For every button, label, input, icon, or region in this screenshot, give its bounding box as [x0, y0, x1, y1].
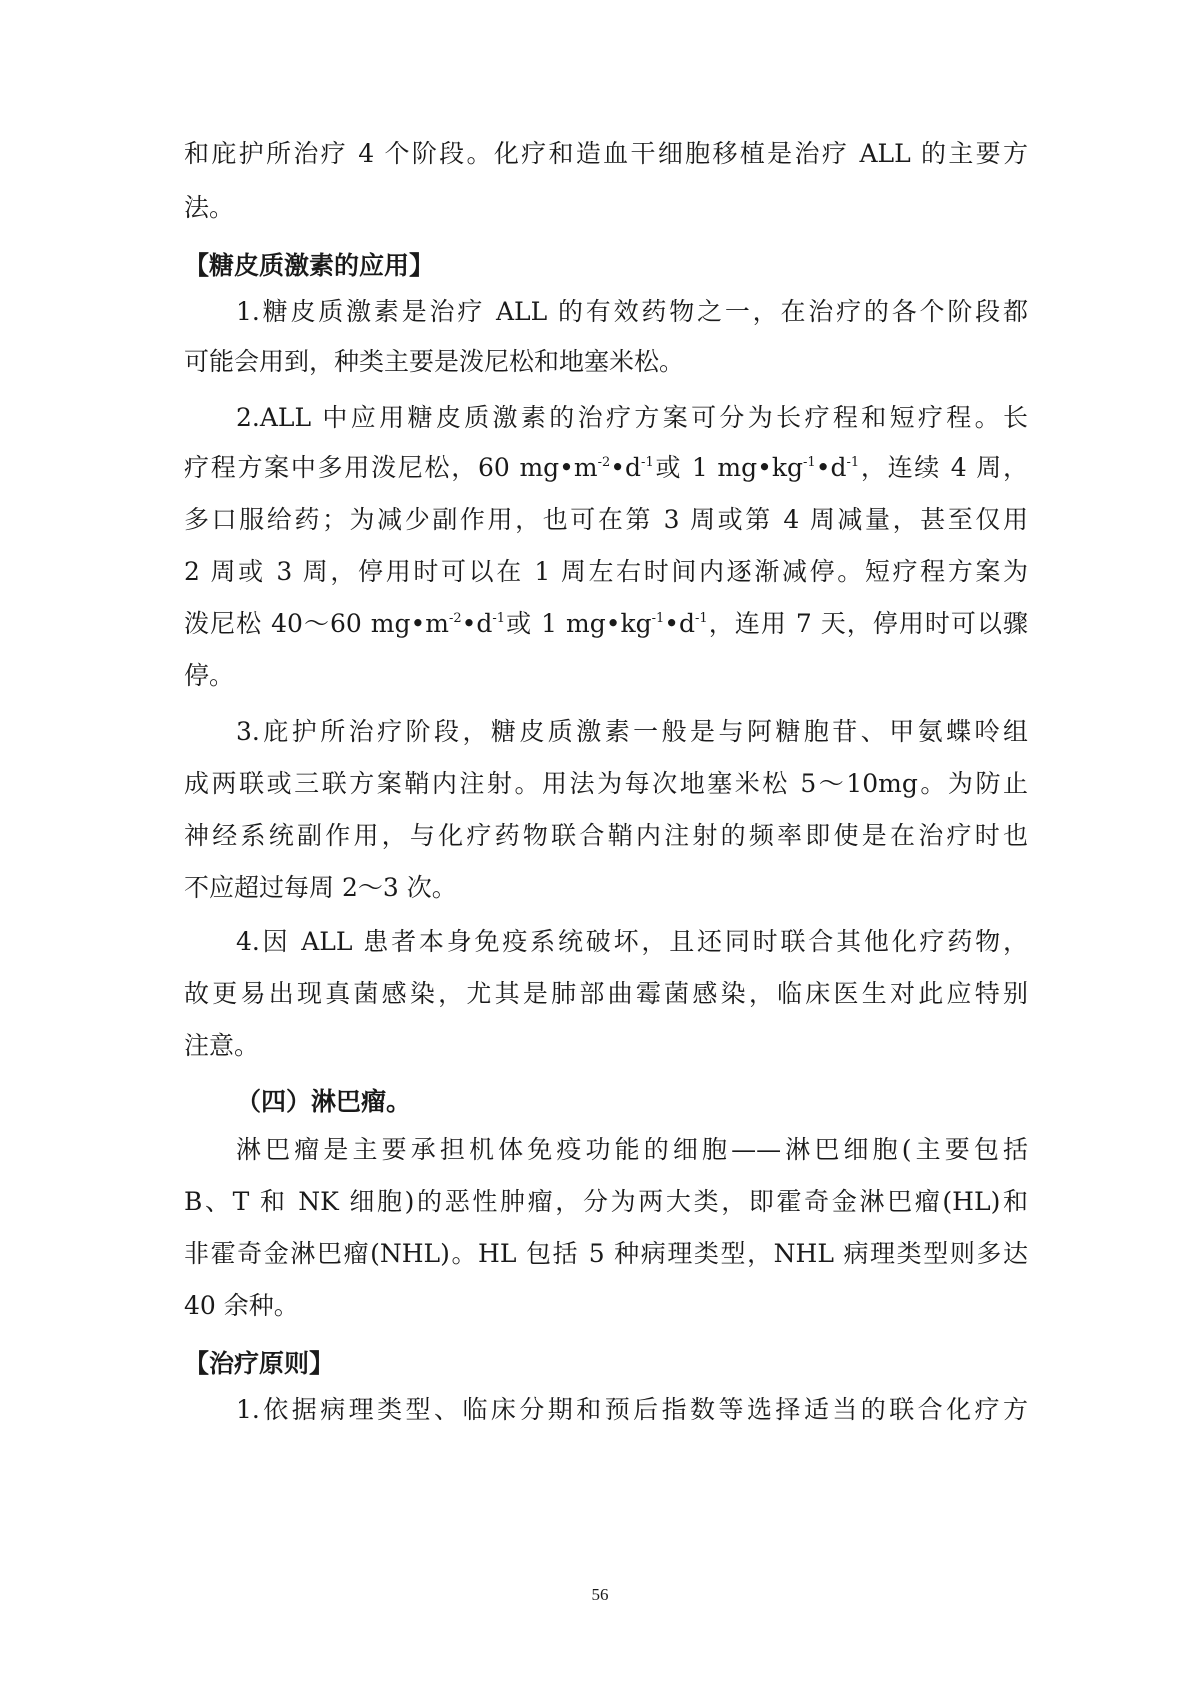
gc-item1-line-1: 1.糖皮质激素是治疗 ALL 的有效药物之一，在治疗的各个阶段都 [236, 297, 1028, 326]
lymphoma-para-line-1: 淋巴瘤是主要承担机体免疫功能的细胞——淋巴细胞(主要包括 [236, 1135, 1028, 1164]
gc-item3-line-1: 3.庇护所治疗阶段，糖皮质激素一般是与阿糖胞苷、甲氨蝶呤组 [236, 717, 1028, 746]
gc-item1-line-2: 可能会用到，种类主要是泼尼松和地塞米松。 [184, 347, 685, 376]
lymphoma-para-line-2: B、T 和 NK 细胞)的恶性肿瘤，分为两大类，即霍奇金淋巴瘤(HL)和 [184, 1187, 1028, 1216]
gc-item3-line-3: 神经系统副作用，与化疗药物联合鞘内注射的频率即使是在治疗时也 [184, 821, 1028, 850]
gc-item2-line-5: 泼尼松 40～60 $mg•m^{-2}•d^{-1}$或 1 $mg•kg^{-1}•d^{-1}$，连用 7 天，停用时可以骤 [184, 609, 1028, 638]
section-heading-lymphoma: （四）淋巴瘤。 [236, 1087, 412, 1116]
gc-item4-line-3: 注意。 [184, 1031, 260, 1060]
gc-item4-line-1: 4.因 ALL 患者本身免疫系统破坏，且还同时联合其他化疗药物， [236, 927, 1028, 956]
gc-item3-line-4: 不应超过每周 2～3 次。 [184, 873, 457, 902]
page-number: 56 [591, 1585, 609, 1604]
gc-item2-line-4: 2 周或 3 周，停用时可以在 1 周左右时间内逐渐减停。短疗程方案为 [184, 557, 1028, 586]
section-heading-glucocorticoid: 【糖皮质激素的应用】 [184, 251, 435, 280]
gc-item2-line-3: 多口服给药；为减少副作用，也可在第 3 周或第 4 周减量，甚至仅用 [184, 505, 1028, 534]
intro-line-1: 和庇护所治疗 4 个阶段。化疗和造血干细胞移植是治疗 ALL 的主要方 [184, 139, 1028, 168]
gc-item4-line-2: 故更易出现真菌感染，尤其是肺部曲霉菌感染，临床医生对此应特别 [184, 979, 1028, 1008]
intro-line-2: 法。 [184, 193, 235, 222]
principles-item1-line-1: 1.依据病理类型、临床分期和预后指数等选择适当的联合化疗方 [236, 1395, 1028, 1424]
section-heading-principles: 【治疗原则】 [184, 1349, 335, 1378]
gc-item2-line-2: 疗程方案中多用泼尼松，60 $mg•m^{-2}•d^{-1}$或 1 $mg•kg^{-1}•d^{-1}$，连续 4 周， [184, 453, 1028, 482]
lymphoma-para-line-4: 40 余种。 [184, 1291, 299, 1320]
lymphoma-para-line-3: 非霍奇金淋巴瘤(NHL)。HL 包括 5 种病理类型，NHL 病理类型则多达 [184, 1239, 1028, 1268]
gc-item2-line-6: 停。 [184, 661, 235, 690]
gc-item2-line-1: 2.ALL 中应用糖皮质激素的治疗方案可分为长疗程和短疗程。长 [236, 403, 1028, 432]
gc-item3-line-2: 成两联或三联方案鞘内注射。用法为每次地塞米松 5～10mg。为防止 [184, 769, 1028, 798]
